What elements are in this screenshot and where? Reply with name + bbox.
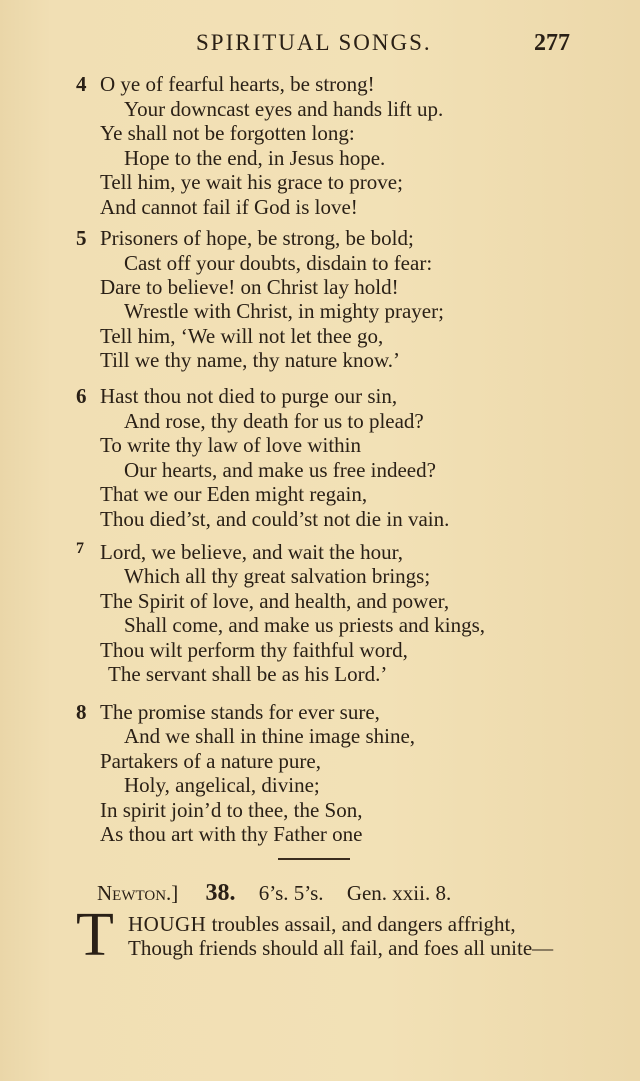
verse-line: Lord, we believe, and wait the hour, bbox=[100, 540, 403, 564]
verse-line: That we our Eden might regain, bbox=[100, 482, 368, 506]
verse-line: Shall come, and make us priests and kings, bbox=[124, 613, 486, 637]
verse-line: Tell him, ye wait his grace to prove; bbox=[100, 170, 403, 194]
verse-line: Partakers of a nature pure, bbox=[100, 749, 321, 773]
hymn-first-line bbox=[128, 912, 516, 937]
verse-line: O ye of fearful hearts, be strong! bbox=[100, 72, 375, 96]
verse-line: Thou died’st, and could’st not die in vain. bbox=[100, 507, 450, 531]
verse-line: In spirit join’d to thee, the Son, bbox=[100, 798, 363, 822]
hymn-second-line: Though friends should all fail, and foes all unite— bbox=[128, 936, 554, 960]
stanza-number: 5 bbox=[76, 226, 87, 250]
stanza-number: 6 bbox=[76, 384, 87, 408]
verse-line: Till we thy name, thy nature know.’ bbox=[100, 348, 400, 372]
verse-line: And rose, thy death for us to plead? bbox=[124, 409, 424, 433]
verse-line: The promise stands for ever sure, bbox=[100, 700, 380, 724]
verse-line: Holy, angelical, divine; bbox=[124, 773, 320, 797]
verse-line: Tell him, ‘We will not let thee go, bbox=[100, 324, 384, 348]
verse-line: Which all thy great salvation brings; bbox=[124, 564, 431, 588]
verse-line: Hast thou not died to purge our sin, bbox=[100, 384, 398, 408]
verse-line: The servant shall be as his Lord.’ bbox=[108, 662, 388, 686]
verse-line: Thou wilt perform thy faithful word, bbox=[100, 638, 408, 662]
stanza-number: 8 bbox=[76, 700, 87, 724]
hymn-heading bbox=[97, 880, 451, 907]
stanza-number: 7 bbox=[76, 540, 84, 557]
drop-cap: T bbox=[76, 901, 114, 969]
verse-line: Prisoners of hope, be strong, be bold; bbox=[100, 226, 414, 250]
hymn-meter: 6’s. 5’s. bbox=[258, 881, 324, 905]
page-number: 277 bbox=[534, 30, 570, 56]
hymn-author: Newton.] bbox=[97, 881, 179, 905]
verse-line: Your downcast eyes and hands lift up. bbox=[124, 97, 444, 121]
verse-line: As thou art with thy Father one bbox=[100, 822, 363, 846]
verse-line: To write thy law of love within bbox=[100, 433, 361, 457]
verse-line: The Spirit of love, and health, and power, bbox=[100, 589, 450, 613]
first-line-text: troubles assail, and dangers affright, bbox=[211, 912, 516, 936]
hymn-number: 38. bbox=[205, 880, 236, 906]
verse-line: And cannot fail if God is love! bbox=[100, 195, 358, 219]
verse-line: Our hearts, and make us free indeed? bbox=[124, 458, 436, 482]
verse-line: Hope to the end, in Jesus hope. bbox=[124, 146, 386, 170]
verse-line: Ye shall not be forgotten long: bbox=[100, 121, 355, 145]
verse-line: Dare to believe! on Christ lay hold! bbox=[100, 275, 399, 299]
first-word-rest: HOUGH bbox=[128, 912, 207, 936]
running-header: SPIRITUAL SONGS. bbox=[196, 30, 432, 55]
stanza-number: 4 bbox=[76, 72, 87, 96]
verse-line: And we shall in thine image shine, bbox=[124, 724, 416, 748]
section-divider bbox=[278, 858, 350, 860]
verse-line: Wrestle with Christ, in mighty prayer; bbox=[124, 299, 444, 323]
verse-line: Cast off your doubts, disdain to fear: bbox=[124, 251, 433, 275]
scripture-reference: Gen. xxii. 8. bbox=[346, 881, 452, 905]
